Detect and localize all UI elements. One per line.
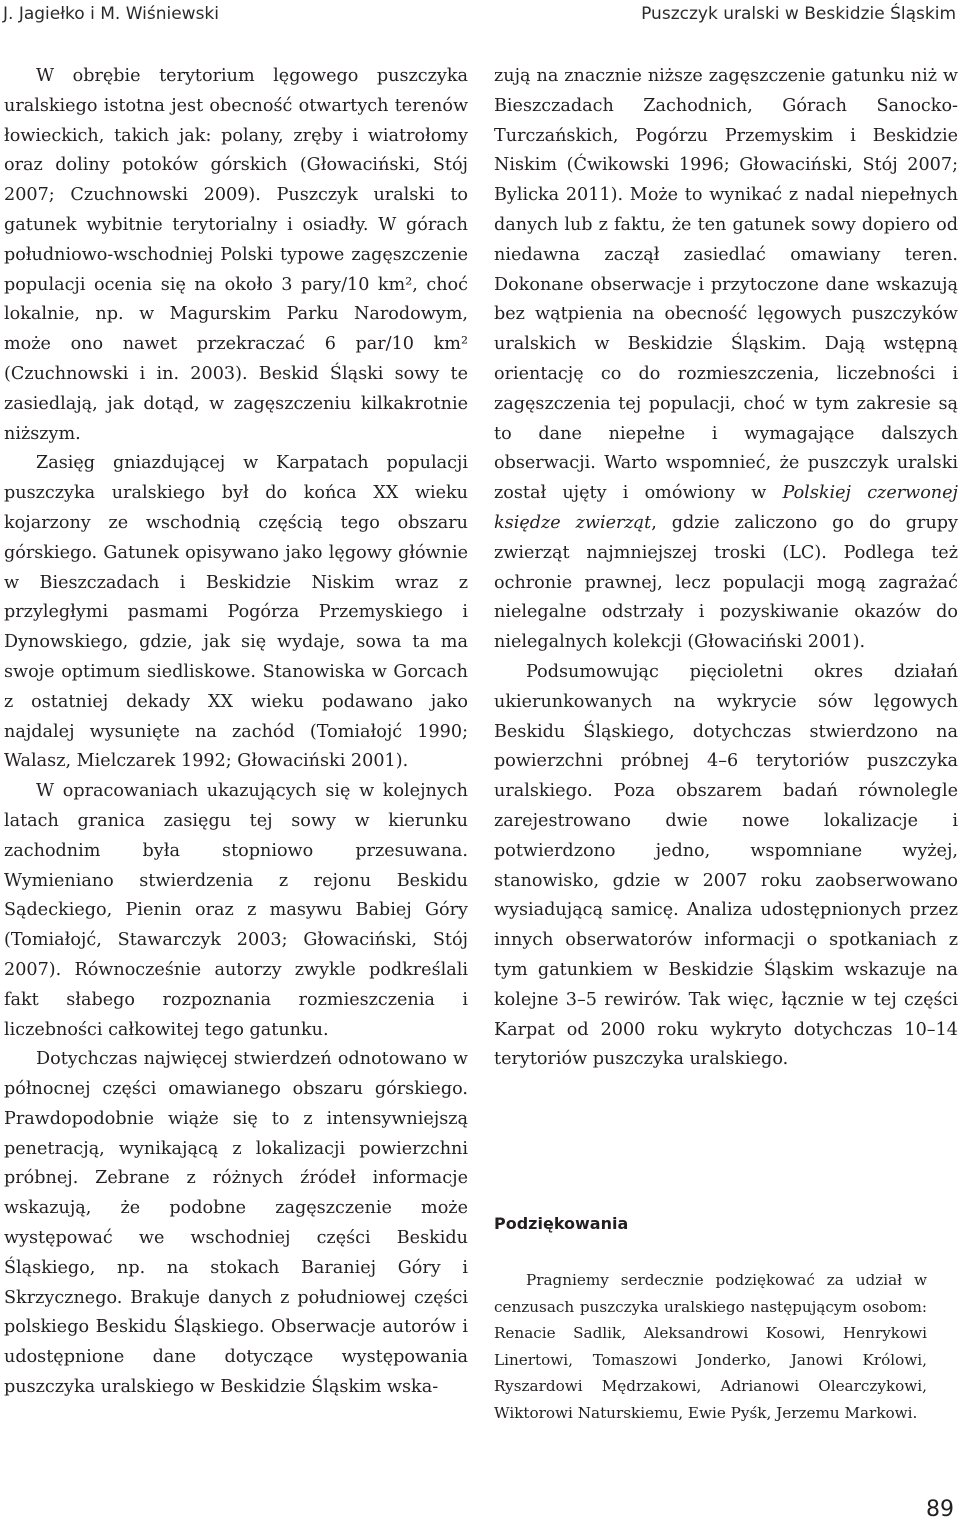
- book-title-italic: Polskiej czerwonej księdze zwierząt: [494, 483, 958, 533]
- paragraph-continued: [494, 62, 958, 658]
- page-number: 89: [926, 1497, 954, 1522]
- acknowledgements-text: Pragniemy serdecznie podziękować za udział w cenzusach puszczyka uralskiego następującym osobom: Renacie Sadlik, Aleksandrowi Kosowi, Henrykowi Linertowi, Tomaszowi Jonderko, Janowi Królowi, Ryszardowi Mędrzakowi, Adrianowi Olearczykowi, Wiktorowi Naturskiemu, Ewie Pyśk, Jerzemu Markowi.: [494, 1271, 927, 1422]
- left-column: [4, 62, 468, 1403]
- paragraph: W obrębie terytorium lęgowego puszczyka uralskiego istotna jest obecność otwartych terenów łowieckich, takich jak: polany, zręby i wiatrołomy oraz doliny potoków górskich (Głowaciński, Stój 2007; Czuchnowski 2009). Puszczyk uralski to gatunek wybitnie terytorialny i osiadły. W górach południowo-wschodniej Polski typowe zagęszczenie populacji ocenia się na około 3 pary/10 km², choć lokalnie, np. w Magurskim Parku Narodowym, może ono nawet przekraczać 6 par/10 km² (Czuchnowski i in. 2003). Beskid Śląski sowy te zasiedlają, jak dotąd, w zagęszczeniu kilkakrotnie niższym.: [4, 66, 468, 444]
- right-column: [494, 62, 958, 1075]
- paragraph: Zasięg gniazdującej w Karpatach populacji puszczyka uralskiego był do końca XX wieku kojarzony ze wschodnią częścią tego obszaru górskiego. Gatunek opisywano jako lęgowy głównie w Bieszczadach i Beskidzie Niskim wraz z przyległymi pasmami Pogórza Przemyskiego i Dynowskiego, gdzie, jak się wydaje, sowa ta ma swoje optimum siedliskowe. Stanowiska w Gorcach z ostatniej dekady XX wieku podawano jako najdalej wysunięte na zachód (Tomiałojć 1990; Walasz, Mielczarek 1992; Głowaciński 2001).: [4, 453, 468, 772]
- paragraph-text: zują na znacznie niższe zagęszczenie gatunku niż w Bieszczadach Zachodnich, Górach Sanocko-Turczańskich, Pogórzu Przemyskim i Beskidzie Niskim (Ćwikowski 1996; Głowaciński, Stój 2007; Bylicka 2011). Może to wynikać z nadal niepełnych danych lub z faktu, że ten gatunek sowy dopiero od niedawna zaczął zasiedlać omawiany teren. Dokonane obserwacje i przytoczone dane wskazują bez wątpienia na obecność lęgowych puszczyków uralskich w Beskidzie Śląskim. Dają wstępną orientację co do rozmieszczenia, liczebności i zagęszczenia tej populacji, choć w tym zakresie są to dane niepełne i wymagające dalszych obserwacji. Warto wspomnieć, że puszczyk uralski został ujęty i omówiony w: [494, 66, 958, 504]
- paragraph: Podsumowując pięcioletni okres działań ukierunkowanych na wykrycie sów lęgowych Beskidu Śląskiego, dotychczas stwierdzono na powierzchni próbnej 4–6 terytoriów puszczyka uralskiego. Poza obszarem badań równolegle zarejestrowano dwie nowe lokalizacje i potwierdzono jedno, wspomniane wyżej, stanowisko, gdzie w 2007 roku zaobserwowano wysiadującą samicę. Analiza udostępnionych przez innych obserwatorów informacji o spotkaniach z tym gatunkiem w Beskidzie Śląskim wskazuje na kolejne 3–5 rewirów. Tak więc, łącznie w tej części Karpat od 2000 roku wykryto dotychczas 10–14 terytoriów puszczyka uralskiego.: [494, 661, 958, 1070]
- running-header-authors: J. Jagiełko i M. Wiśniewski: [3, 4, 220, 24]
- paragraph: W opracowaniach ukazujących się w kolejnych latach granica zasięgu tej sowy w kierunku zachodnim była stopniowo przesuwana. Wymieniano stwierdzenia z rejonu Beskidu Sądeckiego, Pienin oraz z masywu Babiej Góry (Tomiałojć, Stawarczyk 2003; Głowaciński, Stój 2007). Równocześnie autorzy zwykle podkreślali fakt słabego rozpoznania rozmieszczenia i liczebności całkowitej tego gatunku.: [4, 781, 468, 1040]
- section-heading-acknowledgements: Podziękowania: [494, 1214, 629, 1233]
- paragraph: Dotychczas najwięcej stwierdzeń odnotowano w północnej części omawianego obszaru górskiego. Prawdopodobnie wiąże się to z intensywniejszą penetracją, wynikającą z lokalizacji powierzchni próbnej. Zebrane z różnych źródeł informacje wskazują, że podobne zagęszczenie może występować we wschodniej części Beskidu Śląskiego, np. na stokach Baraniej Góry i Skrzycznego. Brakuje danych z południowej części polskiego Beskidu Śląskiego. Obserwacje autorów i udostępnione dane dotyczące występowania puszczyka uralskiego w Beskidzie Śląskim wska-: [4, 1049, 468, 1398]
- running-header-title: Puszczyk uralski w Beskidzie Śląskim: [641, 4, 956, 24]
- paragraph-text: , gdzie zaliczono go do grupy zwierząt najmniejszej troski (LC). Podlega też ochronie prawnej, lecz populacji mogą zagrażać nielegalne odstrzały i pozyskiwanie okazów do nielegalnych kolekcji (Głowaciński 2001).: [494, 512, 958, 653]
